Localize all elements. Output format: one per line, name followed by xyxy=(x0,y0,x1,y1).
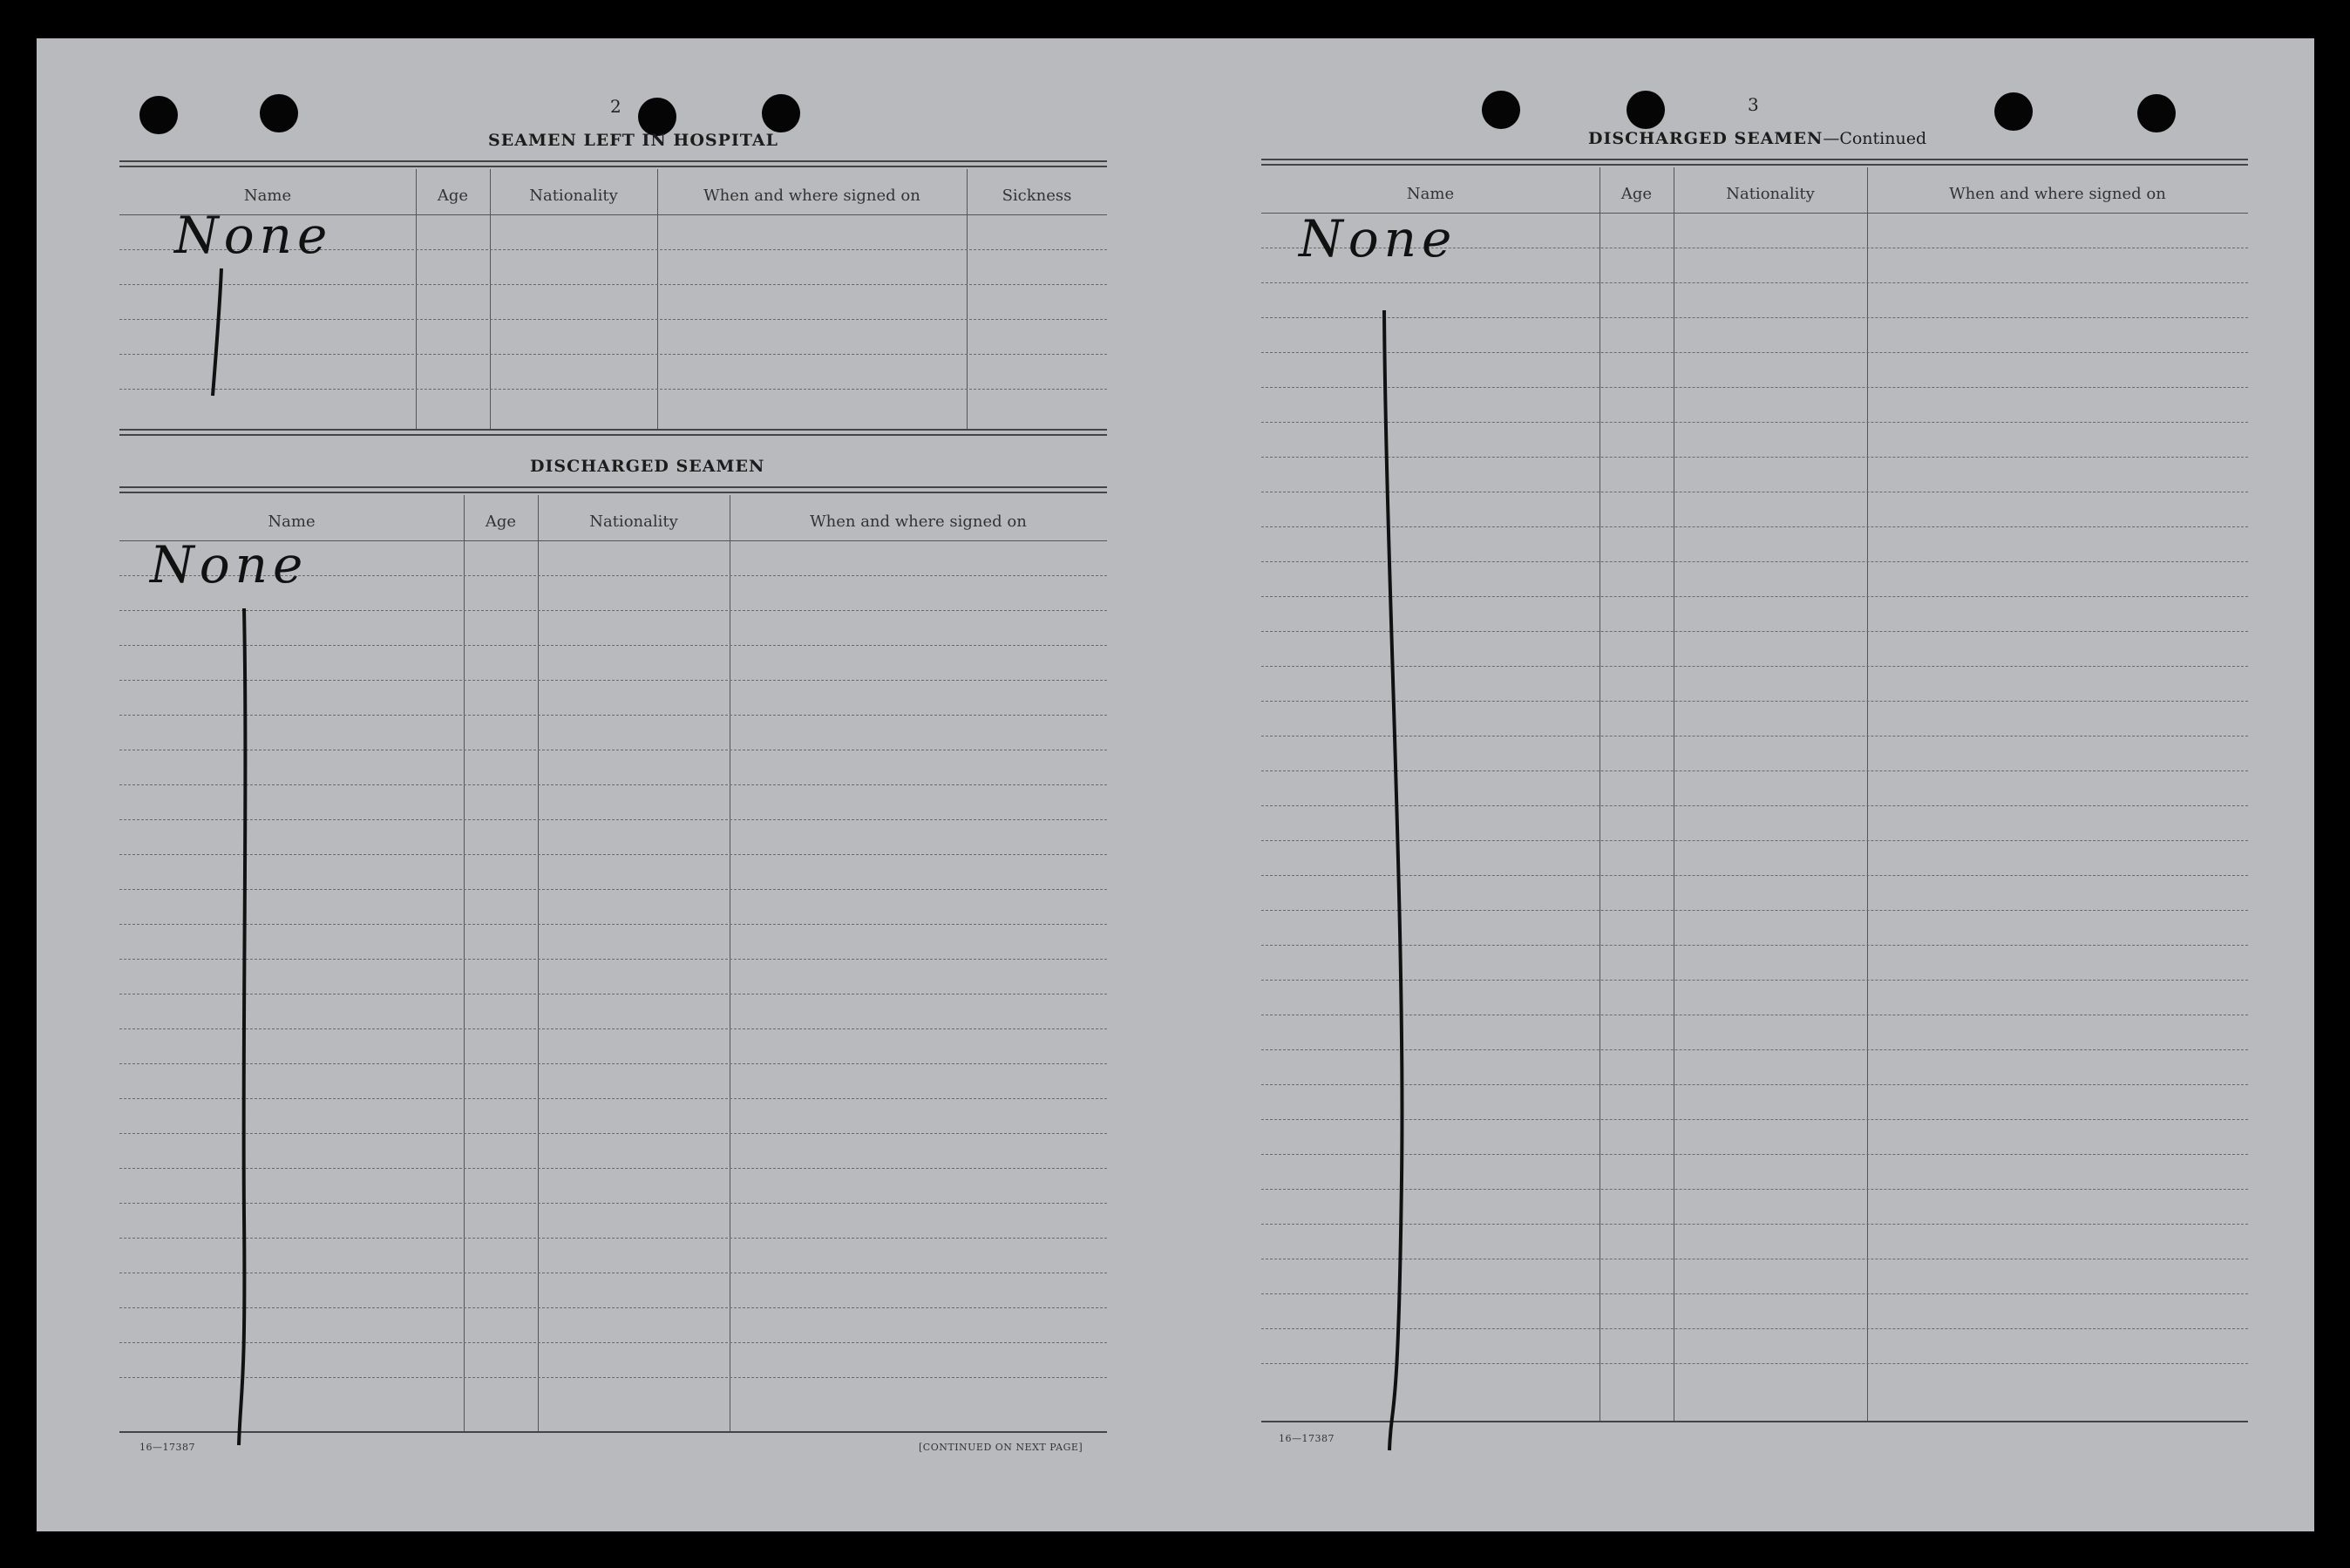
section-rule xyxy=(119,434,1107,436)
column-header-signed-on: When and where signed on xyxy=(1949,185,2166,203)
section-title-hospital: SEAMEN LEFT IN HOSPITAL xyxy=(488,131,778,150)
punch-hole xyxy=(1994,92,2033,131)
handwritten-ditto-stroke xyxy=(211,265,228,404)
column-header-name: Name xyxy=(243,187,292,205)
column-header-age: Age xyxy=(485,512,517,531)
column-header-age: Age xyxy=(437,187,469,205)
handwritten-ditto-stroke xyxy=(1379,307,1414,1457)
column-header-sickness: Sickness xyxy=(1002,187,1072,205)
handwritten-ditto-stroke xyxy=(235,605,253,1450)
handwritten-entry: None xyxy=(1299,209,1457,268)
column-header-signed-on: When and where signed on xyxy=(703,187,920,205)
page-number: 3 xyxy=(1748,94,1759,115)
column-header-nationality: Nationality xyxy=(1726,185,1815,203)
handwritten-entry: None xyxy=(174,206,333,265)
column-header-signed-on: When and where signed on xyxy=(810,512,1027,531)
handwritten-entry: None xyxy=(150,535,309,594)
column-header-age: Age xyxy=(1620,185,1653,203)
section-title-suffix: —Continued xyxy=(1823,129,1927,148)
punch-hole xyxy=(762,94,800,132)
column-header-nationality: Nationality xyxy=(589,512,678,531)
section-title: DISCHARGED SEAMEN xyxy=(1588,129,1824,148)
document-sheet xyxy=(37,38,2314,1531)
column-header-name: Name xyxy=(268,512,316,531)
form-number: 16—17387 xyxy=(139,1442,195,1453)
discharged-table xyxy=(119,495,1107,1433)
header-rule xyxy=(119,486,1107,488)
column-header-name: Name xyxy=(1406,185,1455,203)
page-number: 2 xyxy=(610,96,621,117)
punch-hole xyxy=(1482,91,1520,129)
form-number: 16—17387 xyxy=(1279,1433,1335,1444)
punch-hole xyxy=(139,96,178,134)
punch-hole xyxy=(2137,94,2176,132)
punch-hole xyxy=(1627,91,1665,129)
section-title-discharged-continued xyxy=(1588,129,1926,148)
header-rule xyxy=(1261,159,2248,160)
punch-hole xyxy=(260,94,298,132)
section-title-discharged: DISCHARGED SEAMEN xyxy=(530,457,765,476)
header-rule xyxy=(119,160,1107,162)
column-header-nationality: Nationality xyxy=(529,187,618,205)
continued-note: [CONTINUED ON NEXT PAGE] xyxy=(919,1442,1083,1453)
